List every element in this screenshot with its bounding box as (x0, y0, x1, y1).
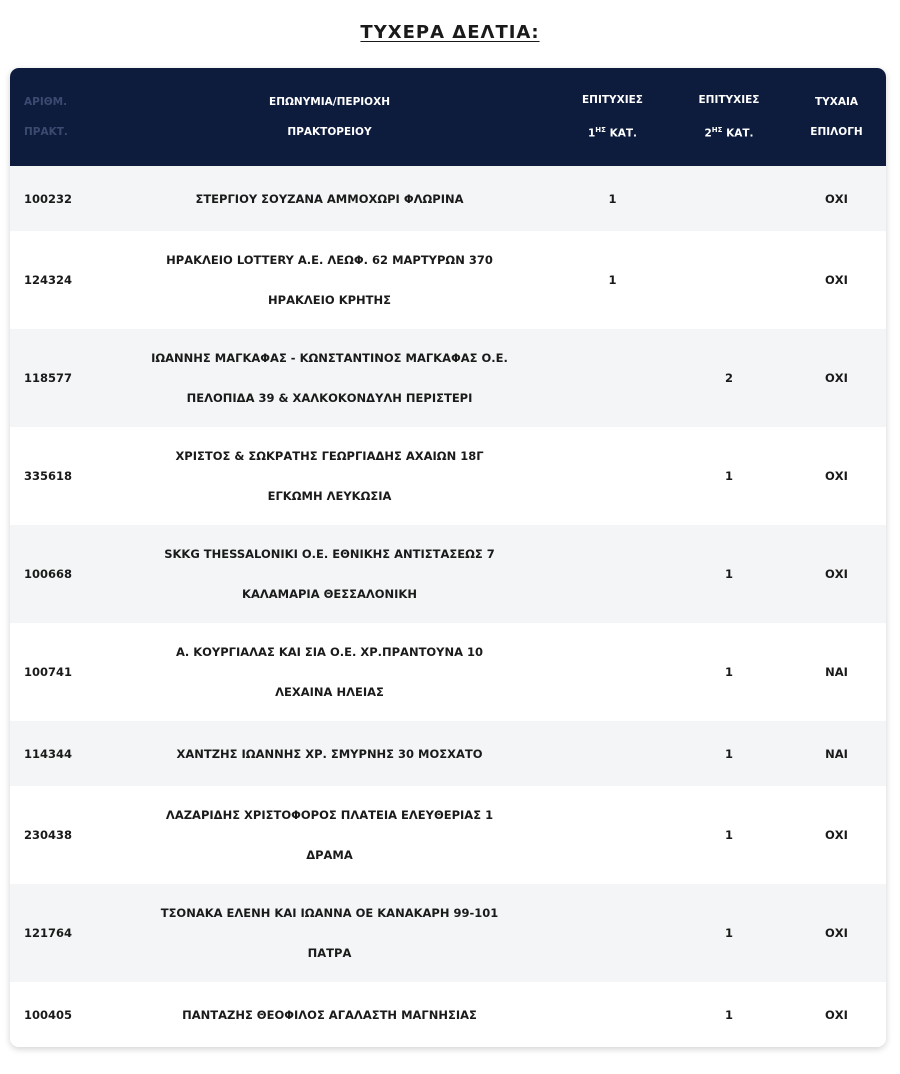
table-row (10, 525, 886, 623)
header-second-category (671, 68, 787, 166)
second-category-cell: 2 (724, 371, 733, 385)
second-category-cell: 1 (724, 567, 733, 581)
table-row (10, 166, 886, 231)
first-category-cell (554, 884, 671, 982)
table-row (10, 427, 886, 525)
agency-name-line: ΠΑΝΤΑΖΗΣ ΘΕΟΦΙΛΟΣ ΑΓΑΛΑΣΤΗ ΜΑΓΝΗΣΙΑΣ (182, 1007, 477, 1022)
results-table (10, 68, 886, 1047)
header-agency-number (10, 68, 105, 166)
header-second-category-suffix: ΚΑΤ. (722, 127, 754, 140)
random-pick-cell: ΝΑΙ (825, 746, 848, 761)
random-pick-cell: ΟΧΙ (825, 469, 848, 483)
header-random-pick (787, 68, 886, 166)
header-second-category-line1: ΕΠΙΤΥΧΙΕΣ (698, 94, 760, 107)
header-second-category-number: 2 (704, 127, 712, 140)
agency-name-line: ΧΑΝΤΖΗΣ ΙΩΑΝΝΗΣ ΧΡ. ΣΜΥΡΝΗΣ 30 ΜΟΣΧΑΤΟ (176, 746, 483, 761)
agency-name-line: ΗΡΑΚΛΕΙΟ ΚΡΗΤΗΣ (268, 293, 391, 307)
page-title: ΤΥΧΕΡΑ ΔΕΛΤΙΑ: (360, 22, 540, 43)
agency-name-line: SKKG THESSALONIKI Ο.Ε. ΕΘΝΙΚΗΣ ΑΝΤΙΣΤΑΣΕΩΣ 7 (164, 547, 495, 561)
agency-number-cell: 100668 (24, 567, 73, 581)
header-first-category-line1: ΕΠΙΤΥΧΙΕΣ (582, 94, 643, 107)
agency-name-line: ΠΑΤΡΑ (307, 946, 352, 960)
agency-name-cell (105, 623, 554, 721)
agency-number-cell: 121764 (24, 926, 73, 940)
header-agency-name-line2: ΠΡΑΚΤΟΡΕΙΟΥ (287, 126, 372, 138)
random-pick-cell: ΝΑΙ (825, 665, 848, 679)
first-category-cell (554, 623, 671, 721)
first-category-cell: 1 (608, 191, 617, 206)
random-pick-cell: ΟΧΙ (825, 567, 848, 581)
table-body (10, 166, 886, 1047)
header-agency-name-line1: ΕΠΩΝΥΜΙΑ/ΠΕΡΙΟΧΗ (269, 96, 390, 108)
header-second-category-line2 (671, 115, 787, 149)
second-category-cell: 1 (724, 1007, 733, 1022)
table-row (10, 623, 886, 721)
agency-number-cell: 335618 (24, 469, 73, 483)
agency-name-cell (105, 982, 554, 1047)
agency-number-cell: 114344 (24, 746, 73, 761)
first-category-cell (554, 721, 671, 786)
random-pick-cell: ΟΧΙ (825, 828, 848, 842)
agency-number-cell: 100741 (24, 665, 73, 679)
agency-name-line: ΛΕΧΑΙΝΑ ΗΛΕΙΑΣ (275, 685, 384, 699)
header-first-category-number: 1 (587, 127, 596, 140)
header-first-category-suffix: ΚΑΤ. (605, 127, 638, 140)
agency-name-cell (105, 329, 554, 427)
agency-name-line: ΣΤΕΡΓΙΟΥ ΣΟΥΖΑΝΑ ΑΜΜΟΧΩΡΙ ΦΛΩΡΙΝΑ (195, 191, 464, 206)
agency-name-line: Α. ΚΟΥΡΓΙΑΛΑΣ ΚΑΙ ΣΙΑ Ο.Ε. ΧΡ.ΠΡΑΝΤΟΥΝΑ 10 (175, 645, 484, 659)
second-category-cell: 1 (724, 469, 733, 483)
agency-number-cell: 100405 (24, 1007, 73, 1022)
random-pick-cell: ΟΧΙ (825, 273, 848, 287)
agency-name-line: ΤΣΟΝΑΚΑ ΕΛΕΝΗ ΚΑΙ ΙΩΑΝΝΑ ΟΕ ΚΑΝΑΚΑΡΗ 99-101 (160, 906, 499, 920)
agency-name-line: ΚΑΛΑΜΑΡΙΑ ΘΕΣΣΑΛΟΝΙΚΗ (242, 587, 417, 601)
header-random-pick-line1: ΤΥΧΑΙΑ (814, 96, 859, 108)
random-pick-cell: ΟΧΙ (825, 371, 848, 385)
second-category-cell: 1 (724, 746, 733, 761)
table-row (10, 329, 886, 427)
agency-name-line: ΛΑΖΑΡΙΔΗΣ ΧΡΙΣΤΟΦΟΡΟΣ ΠΛΑΤΕΙΑ ΕΛΕΥΘΕΡΙΑΣ 1 (165, 808, 494, 822)
header-agency-number-line1: ΑΡΙΘΜ. (24, 96, 68, 108)
agency-number-cell: 118577 (24, 371, 73, 385)
table-row (10, 231, 886, 329)
first-category-cell (554, 525, 671, 623)
second-category-cell (671, 231, 787, 329)
winning-tickets-table (10, 68, 886, 1047)
table-row (10, 884, 886, 982)
agency-name-line: ΠΕΛΟΠΙΔΑ 39 & ΧΑΛΚΟΚΟΝΔΥΛΗ ΠΕΡΙΣΤΕΡΙ (186, 391, 473, 405)
first-category-cell (554, 786, 671, 884)
header-first-category (554, 68, 671, 166)
header-row (10, 68, 886, 166)
random-pick-cell: ΟΧΙ (825, 1007, 848, 1022)
agency-name-cell (105, 231, 554, 329)
header-agency-name (105, 68, 554, 166)
second-category-cell: 1 (724, 828, 733, 842)
first-category-cell (554, 427, 671, 525)
first-category-cell (554, 982, 671, 1047)
header-first-category-line2 (554, 115, 671, 149)
header-second-category-superscript: ΗΣ (711, 126, 723, 135)
first-category-cell (554, 329, 671, 427)
header-agency-number-line2: ΠΡΑΚΤ. (24, 126, 68, 138)
agency-name-cell (105, 166, 554, 231)
second-category-cell (671, 166, 787, 231)
agency-name-cell (105, 427, 554, 525)
header-first-category-superscript: ΗΣ (595, 126, 606, 135)
agency-number-cell: 100232 (24, 191, 73, 206)
agency-name-cell (105, 786, 554, 884)
table-header (10, 68, 886, 166)
header-random-pick-line2: ΕΠΙΛΟΓΗ (810, 126, 863, 138)
agency-name-cell (105, 525, 554, 623)
table-row (10, 786, 886, 884)
agency-name-cell (105, 884, 554, 982)
agency-name-line: ΔΡΑΜΑ (306, 848, 353, 862)
table-row (10, 721, 886, 786)
first-category-cell: 1 (608, 273, 617, 287)
agency-number-cell: 124324 (24, 273, 73, 287)
second-category-cell: 1 (724, 665, 733, 679)
agency-name-line: ΙΩΑΝΝΗΣ ΜΑΓΚΑΦΑΣ - ΚΩΝΣΤΑΝΤΙΝΟΣ ΜΑΓΚΑΦΑΣ Ο.Ε. (151, 351, 508, 365)
agency-name-line: ΗΡΑΚΛΕΙΟ LOTTERY Α.Ε. ΛΕΩΦ. 62 ΜΑΡΤΥΡΩΝ 370 (166, 253, 493, 267)
agency-name-cell (105, 721, 554, 786)
second-category-cell: 1 (724, 926, 733, 940)
agency-name-line: ΕΓΚΩΜΗ ΛΕΥΚΩΣΙΑ (267, 489, 392, 503)
random-pick-cell: ΟΧΙ (825, 926, 848, 940)
table-row (10, 982, 886, 1047)
agency-name-line: ΧΡΙΣΤΟΣ & ΣΩΚΡΑΤΗΣ ΓΕΩΡΓΙΑΔΗΣ ΑΧΑΙΩΝ 18Γ (175, 449, 484, 463)
random-pick-cell: ΟΧΙ (825, 191, 848, 206)
agency-number-cell: 230438 (24, 828, 73, 842)
